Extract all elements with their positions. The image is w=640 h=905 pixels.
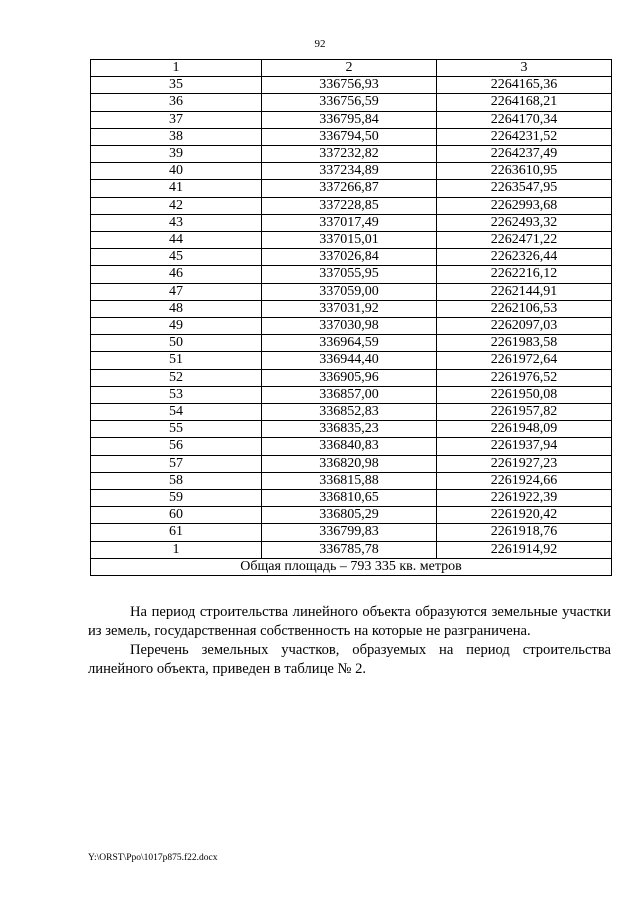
y-coordinate-cell: 2261983,58 [437, 335, 612, 352]
x-coordinate-cell: 337030,98 [262, 318, 437, 335]
table-row [91, 335, 612, 352]
table-row [91, 300, 612, 317]
table-row [91, 455, 612, 472]
point-number-cell: 61 [91, 524, 262, 541]
y-coordinate-cell: 2264231,52 [437, 128, 612, 145]
point-number-cell: 47 [91, 283, 262, 300]
y-coordinate-cell: 2264237,49 [437, 146, 612, 163]
table-row [91, 163, 612, 180]
point-number-cell: 56 [91, 438, 262, 455]
x-coordinate-cell: 336815,88 [262, 472, 437, 489]
point-number-cell: 50 [91, 335, 262, 352]
table-row [91, 214, 612, 231]
x-coordinate-cell: 337059,00 [262, 283, 437, 300]
point-number-cell: 48 [91, 300, 262, 317]
table-row [91, 541, 612, 558]
y-coordinate-cell: 2261937,94 [437, 438, 612, 455]
point-number-cell: 53 [91, 386, 262, 403]
y-coordinate-cell: 2261927,23 [437, 455, 612, 472]
x-coordinate-cell: 336756,59 [262, 94, 437, 111]
x-coordinate-cell: 336799,83 [262, 524, 437, 541]
paragraph: На период строительства линейного объекта образуются земельные участки из земель, государственная собственность на которые не разграничена. [88, 604, 611, 639]
point-number-cell: 58 [91, 472, 262, 489]
x-coordinate-cell: 336852,83 [262, 404, 437, 421]
y-coordinate-cell: 2261924,66 [437, 472, 612, 489]
header-cell-y: 3 [437, 60, 612, 77]
x-coordinate-cell: 337266,87 [262, 180, 437, 197]
table-row [91, 249, 612, 266]
y-coordinate-cell: 2262216,12 [437, 266, 612, 283]
table-row [91, 524, 612, 541]
table-row [91, 318, 612, 335]
point-number-cell: 35 [91, 77, 262, 94]
point-number-cell: 51 [91, 352, 262, 369]
y-coordinate-cell: 2264165,36 [437, 77, 612, 94]
paragraph: Перечень земельных участков, образуемых на период строительства линейного объекта, приведен в таблице № 2. [88, 642, 611, 677]
point-number-cell: 43 [91, 214, 262, 231]
table-row [91, 352, 612, 369]
x-coordinate-cell: 337026,84 [262, 249, 437, 266]
point-number-cell: 38 [91, 128, 262, 145]
point-number-cell: 45 [91, 249, 262, 266]
point-number-cell: 37 [91, 111, 262, 128]
table-row [91, 146, 612, 163]
table-row [91, 197, 612, 214]
table-row [91, 111, 612, 128]
x-coordinate-cell: 336905,96 [262, 369, 437, 386]
table-row [91, 180, 612, 197]
point-number-cell: 42 [91, 197, 262, 214]
header-cell-x: 2 [262, 60, 437, 77]
table-row [91, 490, 612, 507]
table-row [91, 369, 612, 386]
x-coordinate-cell: 336840,83 [262, 438, 437, 455]
point-number-cell: 57 [91, 455, 262, 472]
x-coordinate-cell: 337015,01 [262, 232, 437, 249]
y-coordinate-cell: 2262493,32 [437, 214, 612, 231]
total-area-cell: Общая площадь – 793 335 кв. метров [91, 558, 612, 575]
table-header-row [91, 60, 612, 77]
y-coordinate-cell: 2264168,21 [437, 94, 612, 111]
page-number: 92 [314, 38, 326, 50]
x-coordinate-cell: 337055,95 [262, 266, 437, 283]
point-number-cell: 59 [91, 490, 262, 507]
x-coordinate-cell: 336944,40 [262, 352, 437, 369]
y-coordinate-cell: 2261920,42 [437, 507, 612, 524]
x-coordinate-cell: 336810,65 [262, 490, 437, 507]
table-row [91, 421, 612, 438]
body-text [88, 603, 611, 679]
x-coordinate-cell: 337031,92 [262, 300, 437, 317]
x-coordinate-cell: 336964,59 [262, 335, 437, 352]
table-row [91, 266, 612, 283]
y-coordinate-cell: 2261922,39 [437, 490, 612, 507]
y-coordinate-cell: 2262993,68 [437, 197, 612, 214]
table-row [91, 386, 612, 403]
table-row [91, 404, 612, 421]
y-coordinate-cell: 2264170,34 [437, 111, 612, 128]
table-row [91, 472, 612, 489]
y-coordinate-cell: 2261948,09 [437, 421, 612, 438]
x-coordinate-cell: 336805,29 [262, 507, 437, 524]
point-number-cell: 60 [91, 507, 262, 524]
y-coordinate-cell: 2261976,52 [437, 369, 612, 386]
y-coordinate-cell: 2261914,92 [437, 541, 612, 558]
x-coordinate-cell: 336795,84 [262, 111, 437, 128]
point-number-cell: 54 [91, 404, 262, 421]
y-coordinate-cell: 2262144,91 [437, 283, 612, 300]
y-coordinate-cell: 2262097,03 [437, 318, 612, 335]
x-coordinate-cell: 336785,78 [262, 541, 437, 558]
point-number-cell: 46 [91, 266, 262, 283]
x-coordinate-cell: 337228,85 [262, 197, 437, 214]
y-coordinate-cell: 2263610,95 [437, 163, 612, 180]
table-row [91, 77, 612, 94]
x-coordinate-cell: 336820,98 [262, 455, 437, 472]
table-row [91, 507, 612, 524]
table-row [91, 283, 612, 300]
point-number-cell: 1 [91, 541, 262, 558]
x-coordinate-cell: 337232,82 [262, 146, 437, 163]
x-coordinate-cell: 336835,23 [262, 421, 437, 438]
y-coordinate-cell: 2262326,44 [437, 249, 612, 266]
point-number-cell: 49 [91, 318, 262, 335]
y-coordinate-cell: 2261918,76 [437, 524, 612, 541]
y-coordinate-cell: 2262106,53 [437, 300, 612, 317]
y-coordinate-cell: 2262471,22 [437, 232, 612, 249]
point-number-cell: 52 [91, 369, 262, 386]
point-number-cell: 40 [91, 163, 262, 180]
table-row [91, 438, 612, 455]
point-number-cell: 55 [91, 421, 262, 438]
table-row [91, 128, 612, 145]
y-coordinate-cell: 2261950,08 [437, 386, 612, 403]
table-total-row [91, 558, 612, 575]
point-number-cell: 36 [91, 94, 262, 111]
header-cell-point: 1 [91, 60, 262, 77]
table-row [91, 94, 612, 111]
table-body [91, 77, 612, 559]
point-number-cell: 44 [91, 232, 262, 249]
x-coordinate-cell: 336794,50 [262, 128, 437, 145]
y-coordinate-cell: 2261972,64 [437, 352, 612, 369]
y-coordinate-cell: 2263547,95 [437, 180, 612, 197]
point-number-cell: 39 [91, 146, 262, 163]
file-path-footer: Y:\ORST\Ppo\1017p875.f22.docx [88, 853, 218, 863]
y-coordinate-cell: 2261957,82 [437, 404, 612, 421]
coordinates-table [90, 59, 612, 576]
point-number-cell: 41 [91, 180, 262, 197]
x-coordinate-cell: 337234,89 [262, 163, 437, 180]
table-row [91, 232, 612, 249]
x-coordinate-cell: 337017,49 [262, 214, 437, 231]
x-coordinate-cell: 336857,00 [262, 386, 437, 403]
x-coordinate-cell: 336756,93 [262, 77, 437, 94]
